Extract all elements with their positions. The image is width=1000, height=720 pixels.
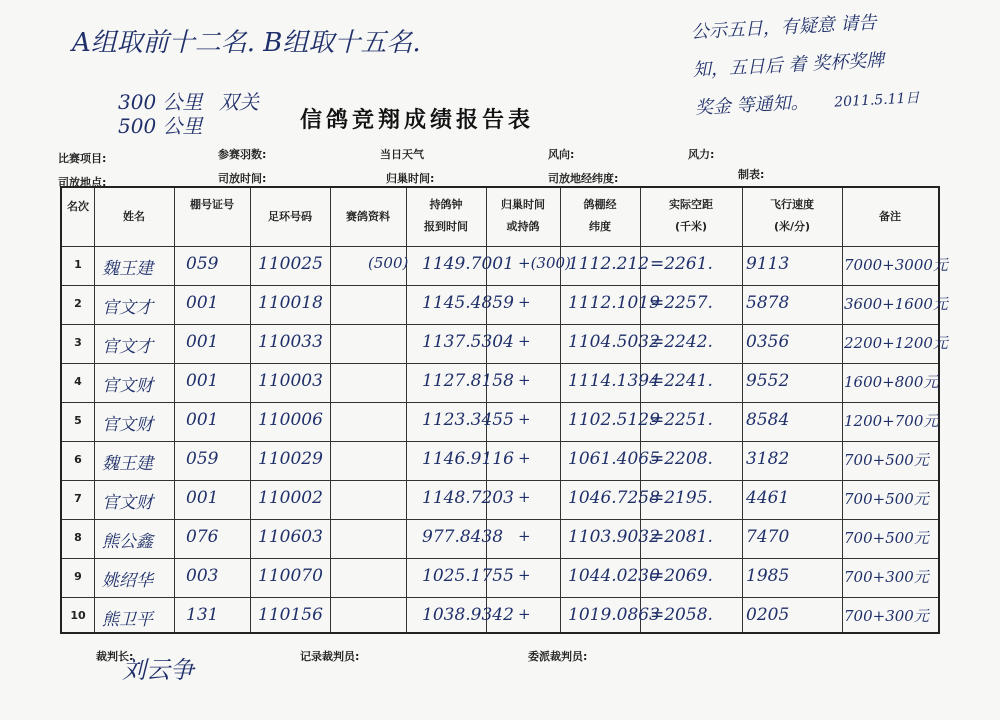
header-clock-time: 持鸽钟 报到时间 [424,198,468,233]
row-rank: 6 [74,453,82,466]
cell-speed: 9552 [746,371,790,391]
label-entries: 参赛羽数: [218,148,267,161]
header-rank: 名次 [67,200,89,213]
cell-dist: =2251. [650,410,713,430]
cell-time: 1145.4859 [422,293,514,313]
cell-dist: =2241. [650,371,713,391]
cell-loft: 001 [186,488,219,508]
cell-dist: =2058. [650,605,713,625]
cell-remark: 1600+800元 [844,373,939,391]
cell-coord: 1103.9032 [568,527,660,547]
cell-plus: +(300) [518,254,571,272]
cell-coord: 1019.0863 [568,605,660,625]
cell-plus: + [518,332,531,350]
cell-ring: 110029 [258,449,323,469]
cell-ring: 110156 [258,605,323,625]
cell-ring: 110018 [258,293,323,313]
cell-plus: + [518,488,531,506]
cell-time: 977.8438 [422,527,504,547]
cell-speed: 5878 [746,293,790,313]
cell-speed: 3182 [746,449,790,469]
note-announcement-line3: 奖金 等通知。 2011.5.11日 [694,90,920,119]
note-announcement-line2: 知，五日后 着 奖杯奖牌 [692,49,885,81]
cell-coord: 1112.1019 [568,293,660,313]
cell-speed: 7470 [746,527,790,547]
cell-loft: 003 [186,566,219,586]
cell-remark: 1200+700元 [844,412,939,430]
cell-info: (500) [368,254,409,272]
cell-ring: 110603 [258,527,323,547]
cell-dist: =2208. [650,449,713,469]
row-rank: 7 [74,492,82,505]
cell-plus: + [518,527,531,545]
cell-name: 官文财 [102,376,153,396]
cell-loft: 059 [186,254,219,274]
cell-plus: + [518,449,531,467]
cell-dist: =2257. [650,293,713,313]
cell-remark: 700+300元 [844,607,929,625]
cell-time: 1123.3455 [422,410,514,430]
cell-dist: =2261. [650,254,713,274]
cell-loft: 059 [186,449,219,469]
note-distance-300: 300 公里 [118,90,203,114]
cell-dist: =2069. [650,566,713,586]
row-rank: 4 [74,375,82,388]
cell-ring: 110033 [258,332,323,352]
cell-ring: 110006 [258,410,323,430]
cell-speed: 4461 [746,488,790,508]
cell-loft: 001 [186,410,219,430]
header-loft-number: 棚号证号 [190,198,234,211]
cell-speed: 9113 [746,254,790,274]
cell-coord: 1046.7258 [568,488,660,508]
cell-loft: 001 [186,293,219,313]
header-loft-coordinates: 鸽棚经 纬度 [583,198,617,233]
label-wind-direction: 风向: [548,148,575,161]
report-title: 信鸽竞翔成绩报告表 [300,108,535,133]
cell-ring: 110070 [258,566,323,586]
chief-judge-signature: 刘云争 [122,656,194,684]
cell-speed: 0356 [746,332,790,352]
cell-time: 1025.1755 [422,566,514,586]
cell-plus: + [518,293,531,311]
cell-plus: + [518,566,531,584]
cell-coord: 1104.5032 [568,332,660,352]
cell-loft: 076 [186,527,219,547]
label-tabulator: 制表: [738,168,765,181]
cell-name: 官文财 [102,415,153,435]
cell-time: 1038.9342 [422,605,514,625]
header-race-info: 赛鸽资料 [346,210,390,223]
cell-name: 魏王建 [102,259,153,279]
note-announcement [690,2,920,129]
row-rank: 9 [74,570,82,583]
note-group-rules: A组取前十二名. B组取十五名. [72,28,421,58]
row-rank: 2 [74,297,82,310]
label-recorder: 记录裁判员: [300,650,360,663]
cell-name: 官文才 [102,298,153,318]
cell-name: 熊公鑫 [102,532,153,552]
cell-ring: 110003 [258,371,323,391]
cell-time: 1137.5304 [422,332,514,352]
cell-ring: 110002 [258,488,323,508]
label-return-time: 归巢时间: [386,172,435,185]
cell-loft: 001 [186,371,219,391]
cell-remark: 7000+3000元 [844,256,948,274]
cell-name: 官文财 [102,493,153,513]
label-delegate-judge: 委派裁判员: [528,650,588,663]
cell-time: 1148.7203 [422,488,514,508]
row-rank: 5 [74,414,82,427]
cell-remark: 3600+1600元 [844,295,948,313]
cell-coord: 1112.212 [568,254,650,274]
note-distances [118,90,259,138]
cell-time: 1146.9116 [422,449,514,469]
cell-remark: 2200+1200元 [844,334,948,352]
note-distance-500: 500 公里 [118,114,203,138]
row-rank: 10 [70,609,86,622]
cell-dist: =2195. [650,488,713,508]
cell-remark: 700+500元 [844,451,929,469]
cell-speed: 1985 [746,566,790,586]
header-speed: 飞行速度 (米/分) [770,198,814,233]
note-date: 2011.5.11日 [833,90,920,111]
cell-ring: 110025 [258,254,323,274]
cell-coord: 1061.4065 [568,449,660,469]
label-weather: 当日天气 [380,148,424,161]
results-table [60,186,948,634]
cell-coord: 1044.0230 [568,566,660,586]
cell-dist: =2081. [650,527,713,547]
cell-time: 1149.7001 [422,254,514,274]
cell-loft: 131 [186,605,219,625]
row-rank: 3 [74,336,82,349]
cell-name: 官文才 [102,337,153,357]
header-name: 姓名 [123,210,145,223]
row-rank: 1 [74,258,82,271]
note-announcement-line1: 公示五日，有疑意 请告 [690,12,877,43]
cell-remark: 700+300元 [844,568,929,586]
cell-plus: + [518,410,531,428]
cell-remark: 700+500元 [844,490,929,508]
label-wind-force: 风力: [688,148,715,161]
header-distance: 实际空距 (千米) [669,198,713,233]
cell-name: 熊卫平 [102,610,153,630]
cell-speed: 8584 [746,410,790,430]
cell-time: 1127.8158 [422,371,514,391]
cell-coord: 1102.5129 [568,410,660,430]
row-rank: 8 [74,531,82,544]
header-ring-number: 足环号码 [268,210,312,223]
cell-remark: 700+500元 [844,529,929,547]
cell-name: 姚绍华 [102,571,153,591]
label-release-coords: 司放地经纬度: [548,172,619,185]
label-event: 比赛项目: [58,152,107,165]
header-return-time: 归巢时间 或持鸽 [501,198,545,233]
header-remarks: 备注 [879,210,901,223]
label-chief-judge: 裁判长: [96,650,134,663]
cell-loft: 001 [186,332,219,352]
cell-plus: + [518,371,531,389]
cell-speed: 0205 [746,605,790,625]
cell-plus: + [518,605,531,623]
cell-dist: =2242. [650,332,713,352]
label-release-place: 司放地点: [58,176,107,189]
note-double-pass: 双关 [218,90,259,114]
cell-coord: 1114.1394 [568,371,660,391]
cell-name: 魏王建 [102,454,153,474]
label-release-time: 司放时间: [218,172,267,185]
